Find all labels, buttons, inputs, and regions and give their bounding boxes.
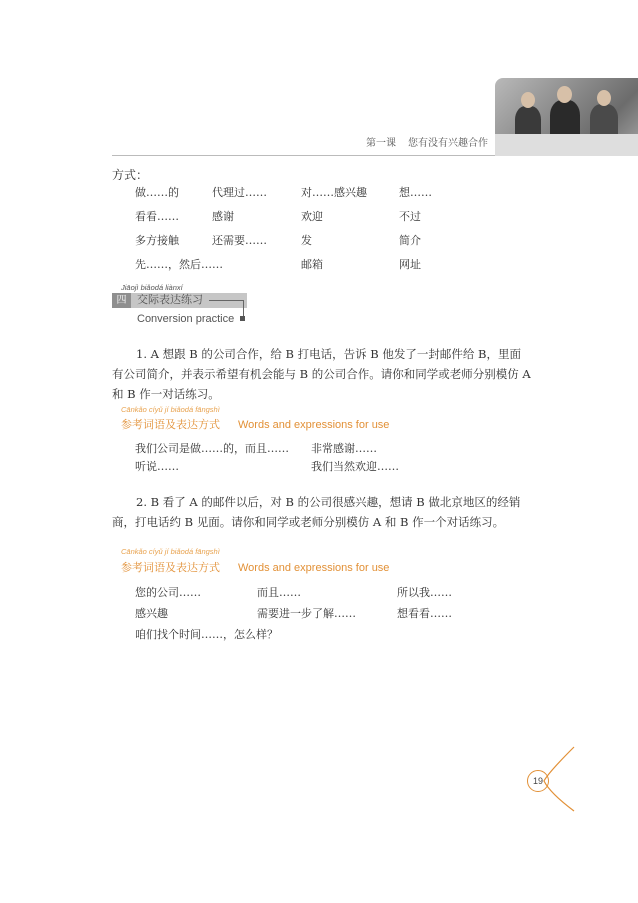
ref-title-zh: 参考词语及表达方式 xyxy=(121,562,220,574)
vocab-item: 简介 xyxy=(399,234,421,247)
exercise-1-ref-title xyxy=(121,416,389,432)
ref-title-en: Words and expressions for use xyxy=(238,562,390,574)
exercise-2-ref-list xyxy=(135,584,475,644)
vocab-item: 欢迎 xyxy=(301,210,323,223)
exercise-1-ref-pinyin: Cānkǎo cíyǔ jí biǎodá fāngshì xyxy=(121,405,220,414)
vocab-item: 邮箱 xyxy=(301,258,323,271)
exercise-2-ref-title xyxy=(121,559,389,575)
section-number-badge: 四 xyxy=(112,293,131,308)
ref-title-en: Words and expressions for use xyxy=(238,419,390,431)
fangshi-label: 方式： xyxy=(112,168,149,182)
ref-title-zh: 参考词语及表达方式 xyxy=(121,419,220,431)
vocab-item: 对……感兴趣 xyxy=(301,186,367,199)
ref-item: 需要进一步了解…… xyxy=(257,607,356,620)
header-photo xyxy=(495,78,638,156)
lesson-number: 第一课 xyxy=(366,138,396,149)
header-rule xyxy=(112,155,495,156)
vocab-item: 想…… xyxy=(399,186,432,199)
exercise-2-text: 2. B 看了 A 的邮件以后，对 B 的公司很感兴趣，想请 B 做北京地区的经销商，打电话约 B 见面。请你和同学或老师分别模仿 A 和 B 作一个对话练习。 xyxy=(112,495,521,529)
section-title: 交际表达练习 xyxy=(131,293,247,308)
vocab-item: 多方接触 xyxy=(135,234,179,247)
vocab-item: 代理过…… xyxy=(212,186,267,199)
ref-item: 您的公司…… xyxy=(135,586,201,599)
ref-item: 咱们找个时间……，怎么样？ xyxy=(135,628,278,641)
exercise-1-ref-list xyxy=(135,440,435,480)
vocab-item: 做……的 xyxy=(135,186,179,199)
vocab-item: 发 xyxy=(301,234,312,247)
exercise-2-ref-pinyin: Cānkǎo cíyǔ jí biǎodá fāngshì xyxy=(121,547,220,556)
exercise-1-text: 1. A 想跟 B 的公司合作，给 B 打电话，告诉 B 他发了一封邮件给 B，里面有公司简介，并表示希望有机会能与 B 的公司合作。请你和同学或老师分别模仿 A 和 B 作一对话练习。 xyxy=(112,347,531,401)
lesson-title: 您有没有兴趣合作 xyxy=(408,138,488,149)
section-bracket-dot xyxy=(240,316,245,321)
vocab-item: 先……，然后…… xyxy=(135,258,223,271)
vocab-item: 看看…… xyxy=(135,210,179,223)
section-pinyin: Jiāojì biǎodá liànxí xyxy=(121,283,183,292)
ref-item: 我们公司是做……的，而且…… xyxy=(135,442,289,455)
ref-item: 我们当然欢迎…… xyxy=(311,460,399,473)
ref-item: 而且…… xyxy=(257,586,301,599)
ref-item: 想看看…… xyxy=(397,607,452,620)
ref-item: 听说…… xyxy=(135,460,179,473)
vocab-item: 还需要…… xyxy=(212,234,267,247)
section-english-title: Conversion practice xyxy=(137,313,235,325)
ref-item: 非常感谢…… xyxy=(311,442,377,455)
page-number: 19 xyxy=(527,770,549,792)
vocab-item: 网址 xyxy=(399,258,421,271)
vocab-item: 不过 xyxy=(399,210,421,223)
vocab-item: 感谢 xyxy=(212,210,234,223)
lesson-header xyxy=(366,134,488,149)
ref-item: 所以我…… xyxy=(397,586,452,599)
ref-item: 感兴趣 xyxy=(135,607,168,620)
